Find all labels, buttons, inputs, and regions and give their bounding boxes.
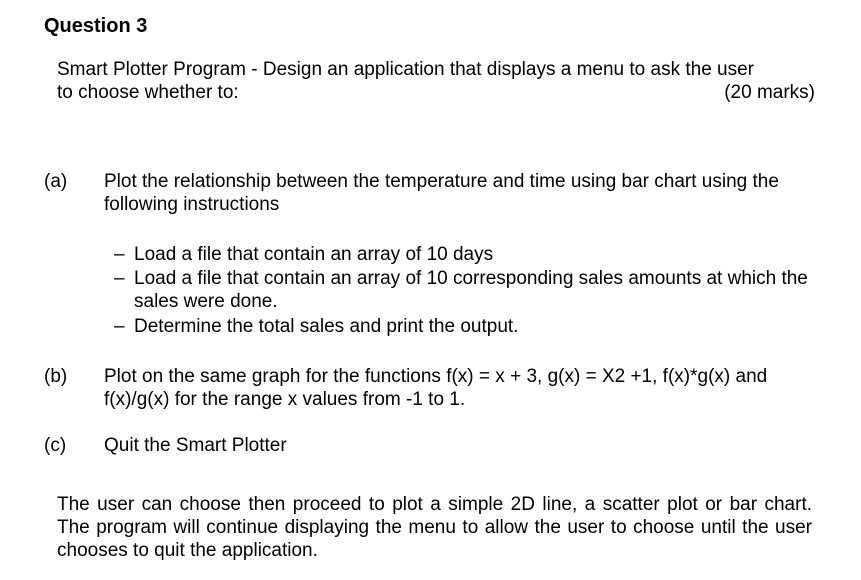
intro-line-2: to choose whether to: [57, 82, 239, 103]
intro-line-2-row [57, 81, 815, 104]
bullet-dash-1: – [114, 244, 125, 265]
item-b-text: Plot on the same graph for the functions f(x) = x + 3, g(x) = X2 +1, f(x)*g(x) and f(x)/g(x) for the range x values from -1 to 1. [104, 366, 768, 410]
marks-label: (20 marks) [724, 82, 815, 103]
bullet-dash-3: – [114, 316, 125, 337]
item-a-text: Plot the relationship between the temperature and time using bar chart using the following instructions [104, 171, 779, 215]
bullet-item-3: Determine the total sales and print the output. [134, 316, 519, 337]
item-c-label: (c) [44, 435, 67, 456]
question-heading: Question 3 [44, 15, 148, 37]
bullet-item-1: Load a file that contain an array of 10 days [134, 244, 494, 265]
intro-line-1: Smart Plotter Program - Design an application that displays a menu to ask the user [57, 59, 755, 80]
item-a-label: (a) [44, 171, 68, 192]
closing-paragraph: The user can choose then proceed to plot a simple 2D line, a scatter plot or bar chart. The program will continue displaying the menu to allow the user to choose until the user chooses to quit the application. [57, 494, 812, 561]
item-b-label: (b) [44, 366, 68, 387]
intro-paragraph [57, 58, 815, 104]
bullet-item-2: Load a file that contain an array of 10 corresponding sales amounts at which the sales were done. [134, 268, 808, 312]
item-c-text: Quit the Smart Plotter [104, 435, 287, 456]
bullet-dash-2: – [114, 268, 125, 289]
